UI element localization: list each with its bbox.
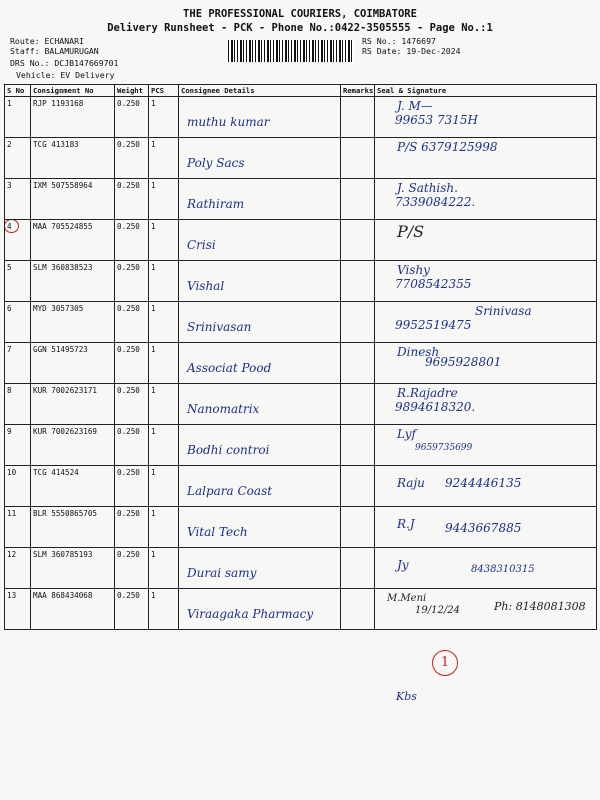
cell-sno: 7 <box>5 343 31 384</box>
cell-sno: 9 <box>5 425 31 466</box>
cell-signature <box>375 425 597 466</box>
cell-pcs: 1 <box>149 589 179 630</box>
cell-sno: 10 <box>5 466 31 507</box>
cell-consignee <box>179 343 341 384</box>
cell-consignee <box>179 425 341 466</box>
col-remarks: Remarks <box>341 85 375 97</box>
cell-remarks <box>341 97 375 138</box>
cell-sno: 8 <box>5 384 31 425</box>
cell-consignee <box>179 466 341 507</box>
col-pcs: PCS <box>149 85 179 97</box>
cell-consignment: KUR 7002623169 <box>31 425 115 466</box>
cell-signature <box>375 97 597 138</box>
cell-remarks <box>341 507 375 548</box>
cell-pcs: 1 <box>149 261 179 302</box>
cell-consignee <box>179 384 341 425</box>
col-signature: Seal & Signature <box>375 85 597 97</box>
rs-date: RS Date: 19-Dec-2024 <box>362 46 461 56</box>
drs-label: DRS No.: DCJB147669701 <box>10 58 119 68</box>
cell-remarks <box>341 302 375 343</box>
cell-remarks <box>341 179 375 220</box>
row-number: 4 <box>7 222 12 231</box>
initials-note: Kbs <box>396 690 417 703</box>
barcode <box>228 40 354 62</box>
cell-pcs: 1 <box>149 507 179 548</box>
route-label: Route: ECHANARI <box>10 36 84 46</box>
signature: Raju <box>397 476 425 490</box>
consignee-handwriting: Vital Tech <box>187 525 248 539</box>
cell-signature <box>375 302 597 343</box>
signature-phone: 9443667885 <box>445 521 522 535</box>
cell-consignee <box>179 548 341 589</box>
cell-signature <box>375 138 597 179</box>
signature-phone: 7339084222. <box>395 195 476 209</box>
cell-consignee <box>179 302 341 343</box>
consignee-handwriting: Rathiram <box>187 197 245 211</box>
cell-remarks <box>341 466 375 507</box>
signature: R.J <box>397 517 415 531</box>
signature: J. Sathish. <box>397 181 458 195</box>
cell-weight: 0.250 <box>115 220 149 261</box>
cell-remarks <box>341 548 375 589</box>
cell-sno: 12 <box>5 548 31 589</box>
signature: M.Meni <box>387 593 427 604</box>
cell-consignee <box>179 589 341 630</box>
staff-label: Staff: BALAMURUGAN <box>10 46 99 56</box>
cell-signature <box>375 220 597 261</box>
cell-weight: 0.250 <box>115 384 149 425</box>
cell-consignee <box>179 138 341 179</box>
cell-pcs: 1 <box>149 220 179 261</box>
cell-sno: 6 <box>5 302 31 343</box>
cell-signature <box>375 548 597 589</box>
cell-remarks <box>341 261 375 302</box>
cell-consignee <box>179 220 341 261</box>
table-row <box>5 343 597 384</box>
cell-weight: 0.250 <box>115 425 149 466</box>
consignee-handwriting: Poly Sacs <box>187 156 245 170</box>
cell-consignment: RJP 1193168 <box>31 97 115 138</box>
cell-consignee <box>179 261 341 302</box>
table-row <box>5 384 597 425</box>
cell-weight: 0.250 <box>115 507 149 548</box>
table-row <box>5 302 597 343</box>
table-row <box>5 548 597 589</box>
signature: Jy <box>397 558 409 572</box>
cell-signature <box>375 179 597 220</box>
signature-date: 19/12/24 <box>415 605 460 616</box>
cell-consignment: BLR 5550865705 <box>31 507 115 548</box>
signature: J. M— <box>397 99 433 113</box>
cell-consignment: MAA 868434068 <box>31 589 115 630</box>
cell-signature <box>375 384 597 425</box>
signature: Srinivasa <box>475 304 532 318</box>
consignee-handwriting: Crisi <box>187 238 216 252</box>
cell-consignment: TCG 414524 <box>31 466 115 507</box>
cell-pcs: 1 <box>149 97 179 138</box>
consignee-handwriting: Srinivasan <box>187 320 252 334</box>
cell-pcs: 1 <box>149 138 179 179</box>
col-sno: S No <box>5 85 31 97</box>
cell-sno <box>5 220 31 261</box>
consignee-handwriting: Viraagaka Pharmacy <box>187 607 314 621</box>
table-row <box>5 261 597 302</box>
cell-sno: 3 <box>5 179 31 220</box>
cell-weight: 0.250 <box>115 548 149 589</box>
signature-phone: 99653 7315H <box>395 113 478 127</box>
cell-sno: 5 <box>5 261 31 302</box>
consignee-handwriting: Durai samy <box>187 566 257 580</box>
cell-pcs: 1 <box>149 384 179 425</box>
cell-consignment: KUR 7002623171 <box>31 384 115 425</box>
cell-sno: 2 <box>5 138 31 179</box>
cell-pcs: 1 <box>149 343 179 384</box>
signature-phone: 8438310315 <box>471 564 535 575</box>
cell-signature <box>375 466 597 507</box>
col-weight: Weight <box>115 85 149 97</box>
cell-weight: 0.250 <box>115 138 149 179</box>
cell-sno: 1 <box>5 97 31 138</box>
cell-weight: 0.250 <box>115 97 149 138</box>
cell-weight: 0.250 <box>115 261 149 302</box>
cell-weight: 0.250 <box>115 302 149 343</box>
signature: R.Rajadre <box>397 386 458 400</box>
rs-number: RS No.: 1476697 <box>362 36 436 46</box>
vehicle-label: Vehicle: EV Delivery <box>16 70 115 80</box>
signature: P/S 6379125998 <box>397 140 498 154</box>
cell-remarks <box>341 343 375 384</box>
signature: Vishy <box>397 263 430 277</box>
signature-phone: 9952519475 <box>395 318 472 332</box>
cell-pcs: 1 <box>149 425 179 466</box>
cell-weight: 0.250 <box>115 466 149 507</box>
cell-consignee <box>179 179 341 220</box>
signature: Lyf <box>397 427 416 441</box>
signature-phone: 7708542355 <box>395 277 472 291</box>
cell-consignment: SLM 360838523 <box>31 261 115 302</box>
table-row <box>5 97 597 138</box>
runsheet-table <box>4 84 597 630</box>
table-row <box>5 138 597 179</box>
col-consignee: Consignee Details <box>179 85 341 97</box>
signature-phone: 9244446135 <box>445 476 522 490</box>
runsheet-subtitle: Delivery Runsheet - PCK - Phone No.:0422-3505555 - Page No.:1 <box>107 22 493 34</box>
cell-pcs: 1 <box>149 179 179 220</box>
cell-consignment: IXM 507558964 <box>31 179 115 220</box>
signature-phone: 9894618320. <box>395 400 476 414</box>
signature-phone: 9659735699 <box>415 443 473 453</box>
cell-remarks <box>341 425 375 466</box>
red-circle-mark <box>5 220 20 234</box>
consignee-handwriting: Vishal <box>187 279 225 293</box>
consignee-handwriting: muthu kumar <box>187 115 270 129</box>
consignee-handwriting: Lalpara Coast <box>187 484 273 498</box>
cell-weight: 0.250 <box>115 179 149 220</box>
cell-signature <box>375 507 597 548</box>
cell-consignment: MAA 705524855 <box>31 220 115 261</box>
cell-weight: 0.250 <box>115 589 149 630</box>
cell-remarks <box>341 220 375 261</box>
cell-weight: 0.250 <box>115 343 149 384</box>
table-header-row <box>5 85 597 97</box>
table-row <box>5 179 597 220</box>
cell-pcs: 1 <box>149 466 179 507</box>
consignee-handwriting: Nanomatrix <box>187 402 260 416</box>
consignee-handwriting: Associat Pood <box>187 361 272 375</box>
cell-sno: 11 <box>5 507 31 548</box>
cell-pcs: 1 <box>149 548 179 589</box>
cell-remarks <box>341 589 375 630</box>
cell-signature <box>375 261 597 302</box>
cell-pcs: 1 <box>149 302 179 343</box>
cell-consignment: MYD 3057305 <box>31 302 115 343</box>
phone-note: Ph: 8148081308 <box>494 600 586 613</box>
cell-consignee <box>179 507 341 548</box>
cell-sno: 13 <box>5 589 31 630</box>
signature: P/S <box>397 222 425 241</box>
signature: Dinesh <box>397 345 440 359</box>
cell-consignment: GGN 51495723 <box>31 343 115 384</box>
table-row <box>5 466 597 507</box>
cell-remarks <box>341 384 375 425</box>
table-row <box>5 507 597 548</box>
cell-consignment: TCG 413183 <box>31 138 115 179</box>
cell-consignment: SLM 360785193 <box>31 548 115 589</box>
cell-signature <box>375 343 597 384</box>
red-circled-count: 1 <box>432 650 458 676</box>
table-row <box>5 425 597 466</box>
consignee-handwriting: Bodhi controi <box>187 443 270 457</box>
company-title: THE PROFESSIONAL COURIERS, COIMBATORE <box>183 8 417 20</box>
cell-remarks <box>341 138 375 179</box>
cell-consignee <box>179 97 341 138</box>
signature-phone: 9695928801 <box>425 355 502 369</box>
col-consignment: Consignment No <box>31 85 115 97</box>
table-row <box>5 220 597 261</box>
